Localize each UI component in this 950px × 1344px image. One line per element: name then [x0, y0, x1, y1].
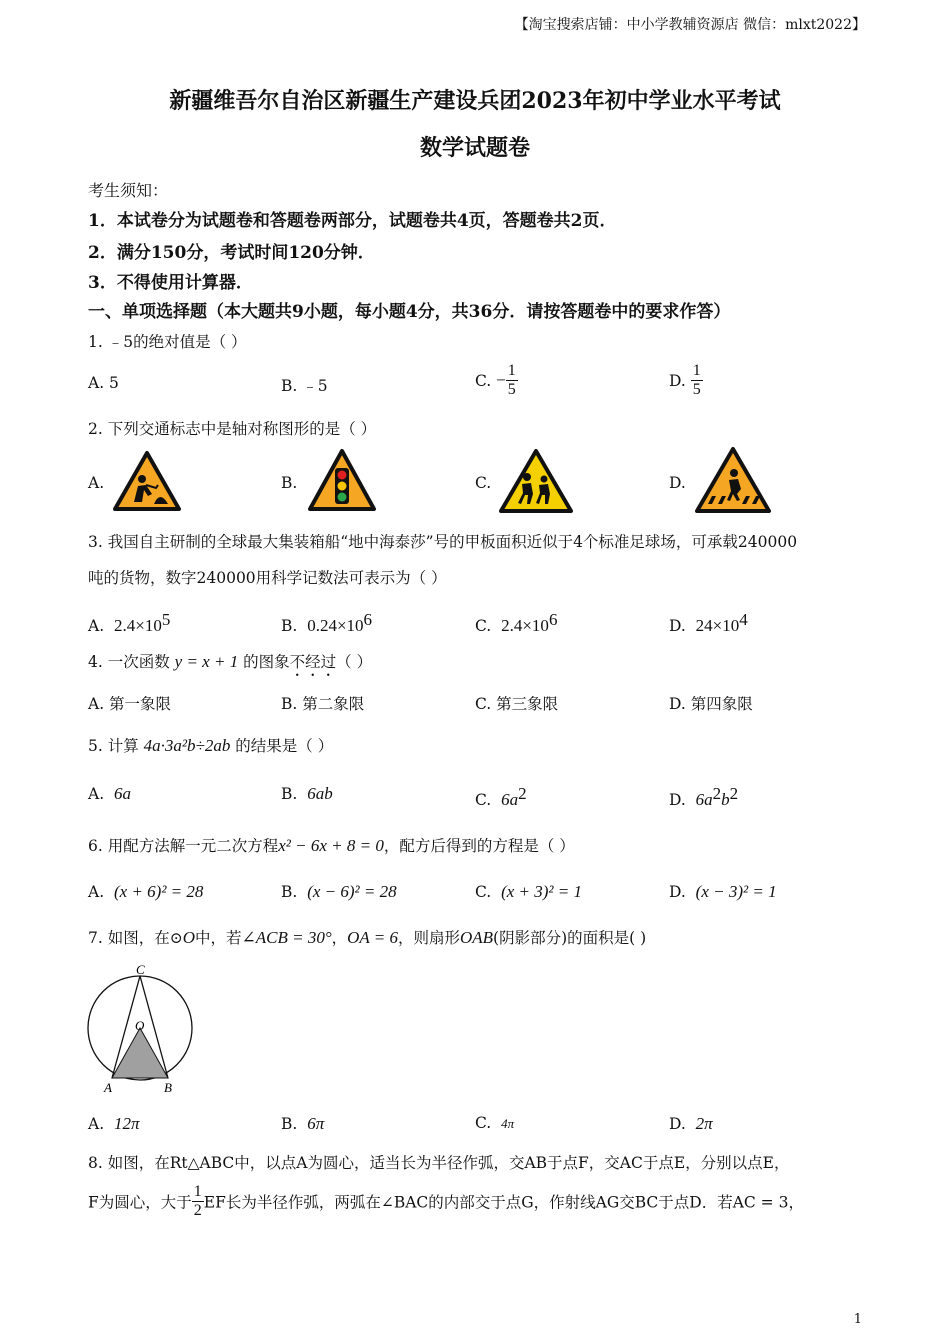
q3-option-b: B. $0.24\times 10^6$ — [281, 610, 373, 636]
q2-option-c-label: C. — [475, 474, 492, 492]
q1-option-a: A. 5 — [88, 374, 119, 392]
q4-option-b: B. 第二象限 — [281, 695, 365, 713]
question-2-stem: 2. 下列交通标志中是轴对称图形的是（ ） — [88, 420, 377, 438]
q1-option-d: D. $\frac{1}{5}$ — [669, 362, 701, 398]
notice-item-1: 1．本试卷分为试题卷和答题卷两部分，试题卷共4页，答题卷共2页． — [88, 211, 617, 231]
notice-item-3: 3．不得使用计算器． — [88, 273, 253, 293]
q1-option-b: B. ﹣5 — [281, 377, 328, 395]
question-3-stem-line2: 吨的货物，数字240000用科学记数法可表示为（ ） — [88, 569, 447, 587]
notice-heading: 考生须知： — [88, 181, 169, 200]
children-crossing-sign-icon — [498, 448, 574, 514]
q6-option-b: B. (x − 6)² = 28 — [281, 882, 397, 901]
pedestrian-crossing-sign-icon — [694, 446, 772, 514]
page-number: 1 — [853, 1312, 862, 1327]
q2-option-a-label: A. — [88, 474, 105, 492]
question-4-stem: 4. 一次函数 y = x + 1 的图象不经过（ ） — [88, 652, 373, 671]
traffic-light-sign-icon — [307, 448, 377, 512]
question-8-stem-line1: 8. 如图，在Rt△ABC中，以点A为圆心，适当长为半径作弧，交AB于点F，交AC于点E，分别以点E， — [88, 1154, 790, 1172]
question-1-stem: 1. ﹣5的绝对值是（ ） — [88, 333, 247, 351]
label-a: A — [104, 1080, 112, 1095]
q6-option-a: A. (x + 6)² = 28 — [88, 882, 204, 901]
q1-option-c: C. − $\frac{1}{5}$ — [475, 362, 516, 398]
q3-option-a: A. $2.4\times 10^5$ — [88, 610, 171, 636]
label-c: C — [136, 962, 145, 977]
notice-item-2: 2．满分150分，考试时间120分钟． — [88, 243, 375, 263]
q7-option-c: C. 4π — [475, 1114, 515, 1132]
q4-option-a: A. 第一象限 — [88, 695, 172, 713]
q2-option-b-label: B. — [281, 474, 298, 492]
label-b: B — [164, 1080, 172, 1095]
q5-option-c: C. $6a^2$ — [475, 784, 527, 810]
exam-title: 新疆维吾尔自治区新疆生产建设兵团2023年初中学业水平考试 — [169, 88, 781, 114]
q3-option-c: C. $2.4\times 10^6$ — [475, 610, 558, 636]
q5-option-a: A. 6a — [88, 784, 131, 803]
question-6-stem: 6. 用配方法解一元二次方程x² − 6x + 8 = 0，配方后得到的方程是（ ） — [88, 836, 575, 855]
question-3-stem-line1: 3. 我国自主研制的全球最大集装箱船“地中海泰莎”号的甲板面积近似于4个标准足球场，可承载240000 — [88, 533, 798, 551]
question-5-stem: 5. 计算 4a·3a²b÷2ab 的结果是（ ） — [88, 736, 334, 755]
q6-option-c: C. (x + 3)² = 1 — [475, 882, 583, 901]
question-8-stem-line2: F为圆心，大于 $\frac{1}{2}$ EF长为半径作弧，两弧在∠BAC的内部交于点G，作射线AG交BC于点D．若AC = 3， — [88, 1183, 804, 1219]
road-work-sign-icon — [112, 450, 182, 512]
q6-option-d: D. (x − 3)² = 1 — [669, 882, 777, 901]
label-o: O — [135, 1018, 145, 1033]
header-note: 【淘宝搜索店铺：中小学教辅资源店 微信：mlxt2022】 — [514, 17, 866, 33]
q4-option-c: C. 第三象限 — [475, 695, 559, 713]
q2-option-d-label: D. — [669, 474, 686, 492]
q3-option-d: D. $24\times 10^4$ — [669, 610, 748, 636]
section-heading: 一、单项选择题（本大题共9小题，每小题4分，共36分．请按答题卷中的要求作答） — [88, 302, 731, 322]
q7-option-a: A. 12π — [88, 1114, 140, 1133]
circle-sector-figure — [82, 958, 202, 1098]
q7-option-d: D. 2π — [669, 1114, 713, 1133]
q7-option-b: B. 6π — [281, 1114, 325, 1133]
q5-option-b: B. 6ab — [281, 784, 333, 803]
q5-option-d: D. $6a^2b^2$ — [669, 784, 739, 810]
q4-option-d: D. 第四象限 — [669, 695, 753, 713]
question-7-stem: 7. 如图，在⊙O中，若∠ACB = 30°，OA = 6，则扇形OAB(阴影部分)的面积是( ) — [88, 928, 647, 947]
exam-subtitle: 数学试题卷 — [419, 135, 530, 161]
